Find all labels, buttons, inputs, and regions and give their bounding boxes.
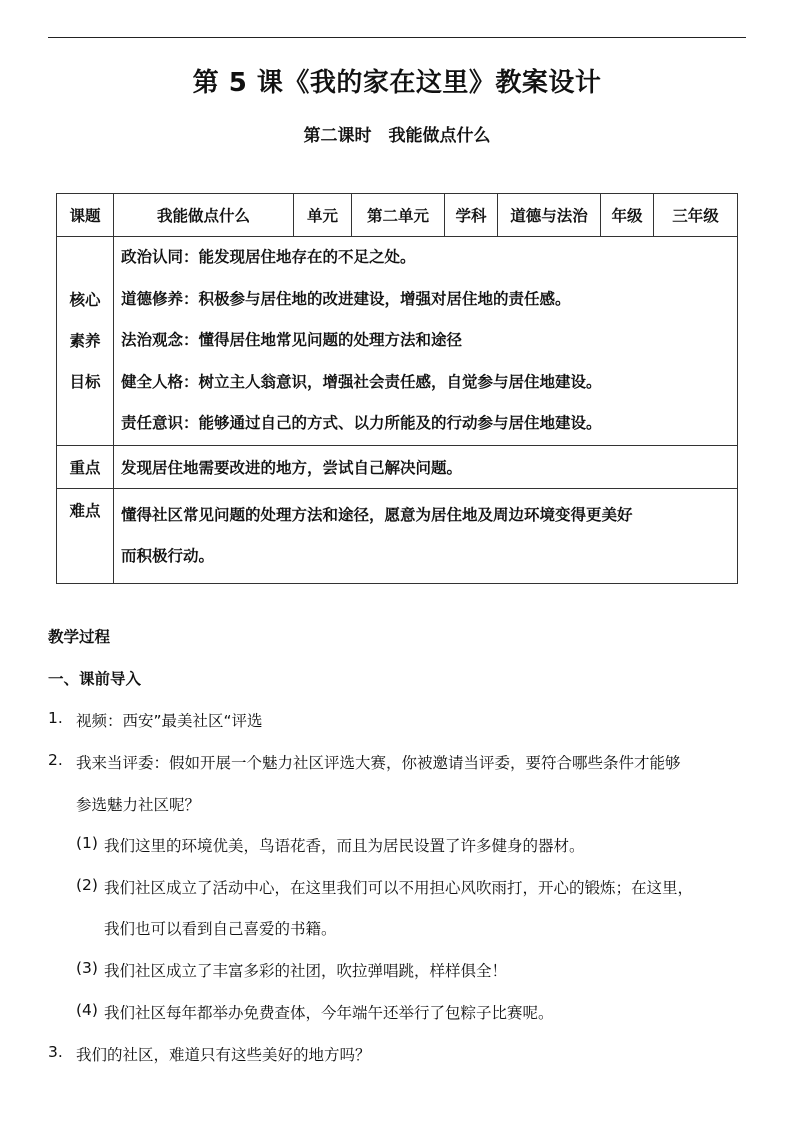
sub-item-text: 我们这里的环境优美，鸟语花香，而且为居民设置了许多健身的器材。 xyxy=(104,837,585,855)
sub-item-number: (4) xyxy=(76,1001,98,1019)
key-point-row xyxy=(57,446,738,489)
core-goals-content xyxy=(114,237,738,446)
sub-item-text: 我们社区成立了活动中心，在这里我们可以不用担心风吹雨打，开心的锻炼；在这里， xyxy=(104,879,694,897)
core-goal-item: 责任意识：能够通过自己的方式、以力所能及的行动参与居住地建设。 xyxy=(121,414,602,433)
table-header-row xyxy=(57,194,738,237)
header-cell-unit: 第二单元 xyxy=(352,194,445,237)
header-cell-topic-label: 课题 xyxy=(57,194,114,237)
list-item-text: 我们的社区，难道只有这些美好的地方吗？ xyxy=(76,1046,371,1064)
sub-item-text: 我们社区成立了丰富多彩的社团，吹拉弹唱跳，样样俱全！ xyxy=(104,962,508,980)
core-goal-item: 法治观念：懂得居住地常见问题的处理方法和途径 xyxy=(121,331,463,350)
core-goal-item: 健全人格：树立主人翁意识，增强社会责任感，自觉参与居住地建设。 xyxy=(121,372,602,391)
list-item-number: 3. xyxy=(48,1043,63,1061)
header-cell-grade-label: 年级 xyxy=(601,194,654,237)
core-goal-item: 政治认同：能发现居住地存在的不足之处。 xyxy=(121,248,416,267)
core-label-line: 素养 xyxy=(69,331,101,350)
header-cell-unit-label: 单元 xyxy=(294,194,352,237)
list-item-number: 2. xyxy=(48,751,63,769)
header-cell-topic: 我能做点什么 xyxy=(114,194,294,237)
list-item-number: 1. xyxy=(48,709,63,727)
header-cell-subject-label: 学科 xyxy=(445,194,498,237)
core-label-line: 目标 xyxy=(69,372,101,391)
document-subtitle: 第二课时 我能做点什么 xyxy=(303,126,491,146)
sub-item-number: (3) xyxy=(76,959,98,977)
list-item-continuation: 参选魅力社区呢？ xyxy=(76,796,201,814)
list-item-text: 我来当评委：假如开展一个魅力社区评选大赛，你被邀请当评委，要符合哪些条件才能够 xyxy=(76,754,681,772)
difficult-point-line: 懂得社区常见问题的处理方法和途径，愿意为居住地及周边环境变得更美好 xyxy=(121,505,633,524)
key-point-label: 重点 xyxy=(57,446,114,489)
difficult-point-line: 而积极行动。 xyxy=(121,547,215,565)
document-title: 第 5 课《我的家在这里》教案设计 xyxy=(192,68,602,98)
core-goals-row xyxy=(57,237,738,446)
header-rule xyxy=(48,37,746,38)
header-cell-subject: 道德与法治 xyxy=(498,194,601,237)
list-item-text: 视频：西安”最美社区“评选 xyxy=(76,712,263,730)
header-cell-grade: 三年级 xyxy=(654,194,738,237)
difficult-point-label: 难点 xyxy=(57,489,114,584)
core-goals-label xyxy=(57,237,114,446)
core-goal-item: 道德修养：积极参与居住地的改进建设，增强对居住地的责任感。 xyxy=(121,289,571,308)
difficult-point-content xyxy=(114,489,738,584)
difficult-point-row xyxy=(57,489,738,584)
sub-item-continuation: 我们也可以看到自己喜爱的书籍。 xyxy=(104,920,337,938)
lesson-info-table xyxy=(56,193,738,584)
sub-item-number: (2) xyxy=(76,876,98,894)
process-heading: 教学过程 xyxy=(48,628,111,646)
key-point-content: 发现居住地需要改进的地方，尝试自己解决问题。 xyxy=(114,446,738,489)
sub-item-number: (1) xyxy=(76,834,98,852)
sub-item-text: 我们社区每年都举办免费查体，今年端午还举行了包粽子比赛呢。 xyxy=(104,1004,554,1022)
section-heading-intro: 一、课前导入 xyxy=(48,670,142,688)
core-label-line: 核心 xyxy=(69,290,101,309)
